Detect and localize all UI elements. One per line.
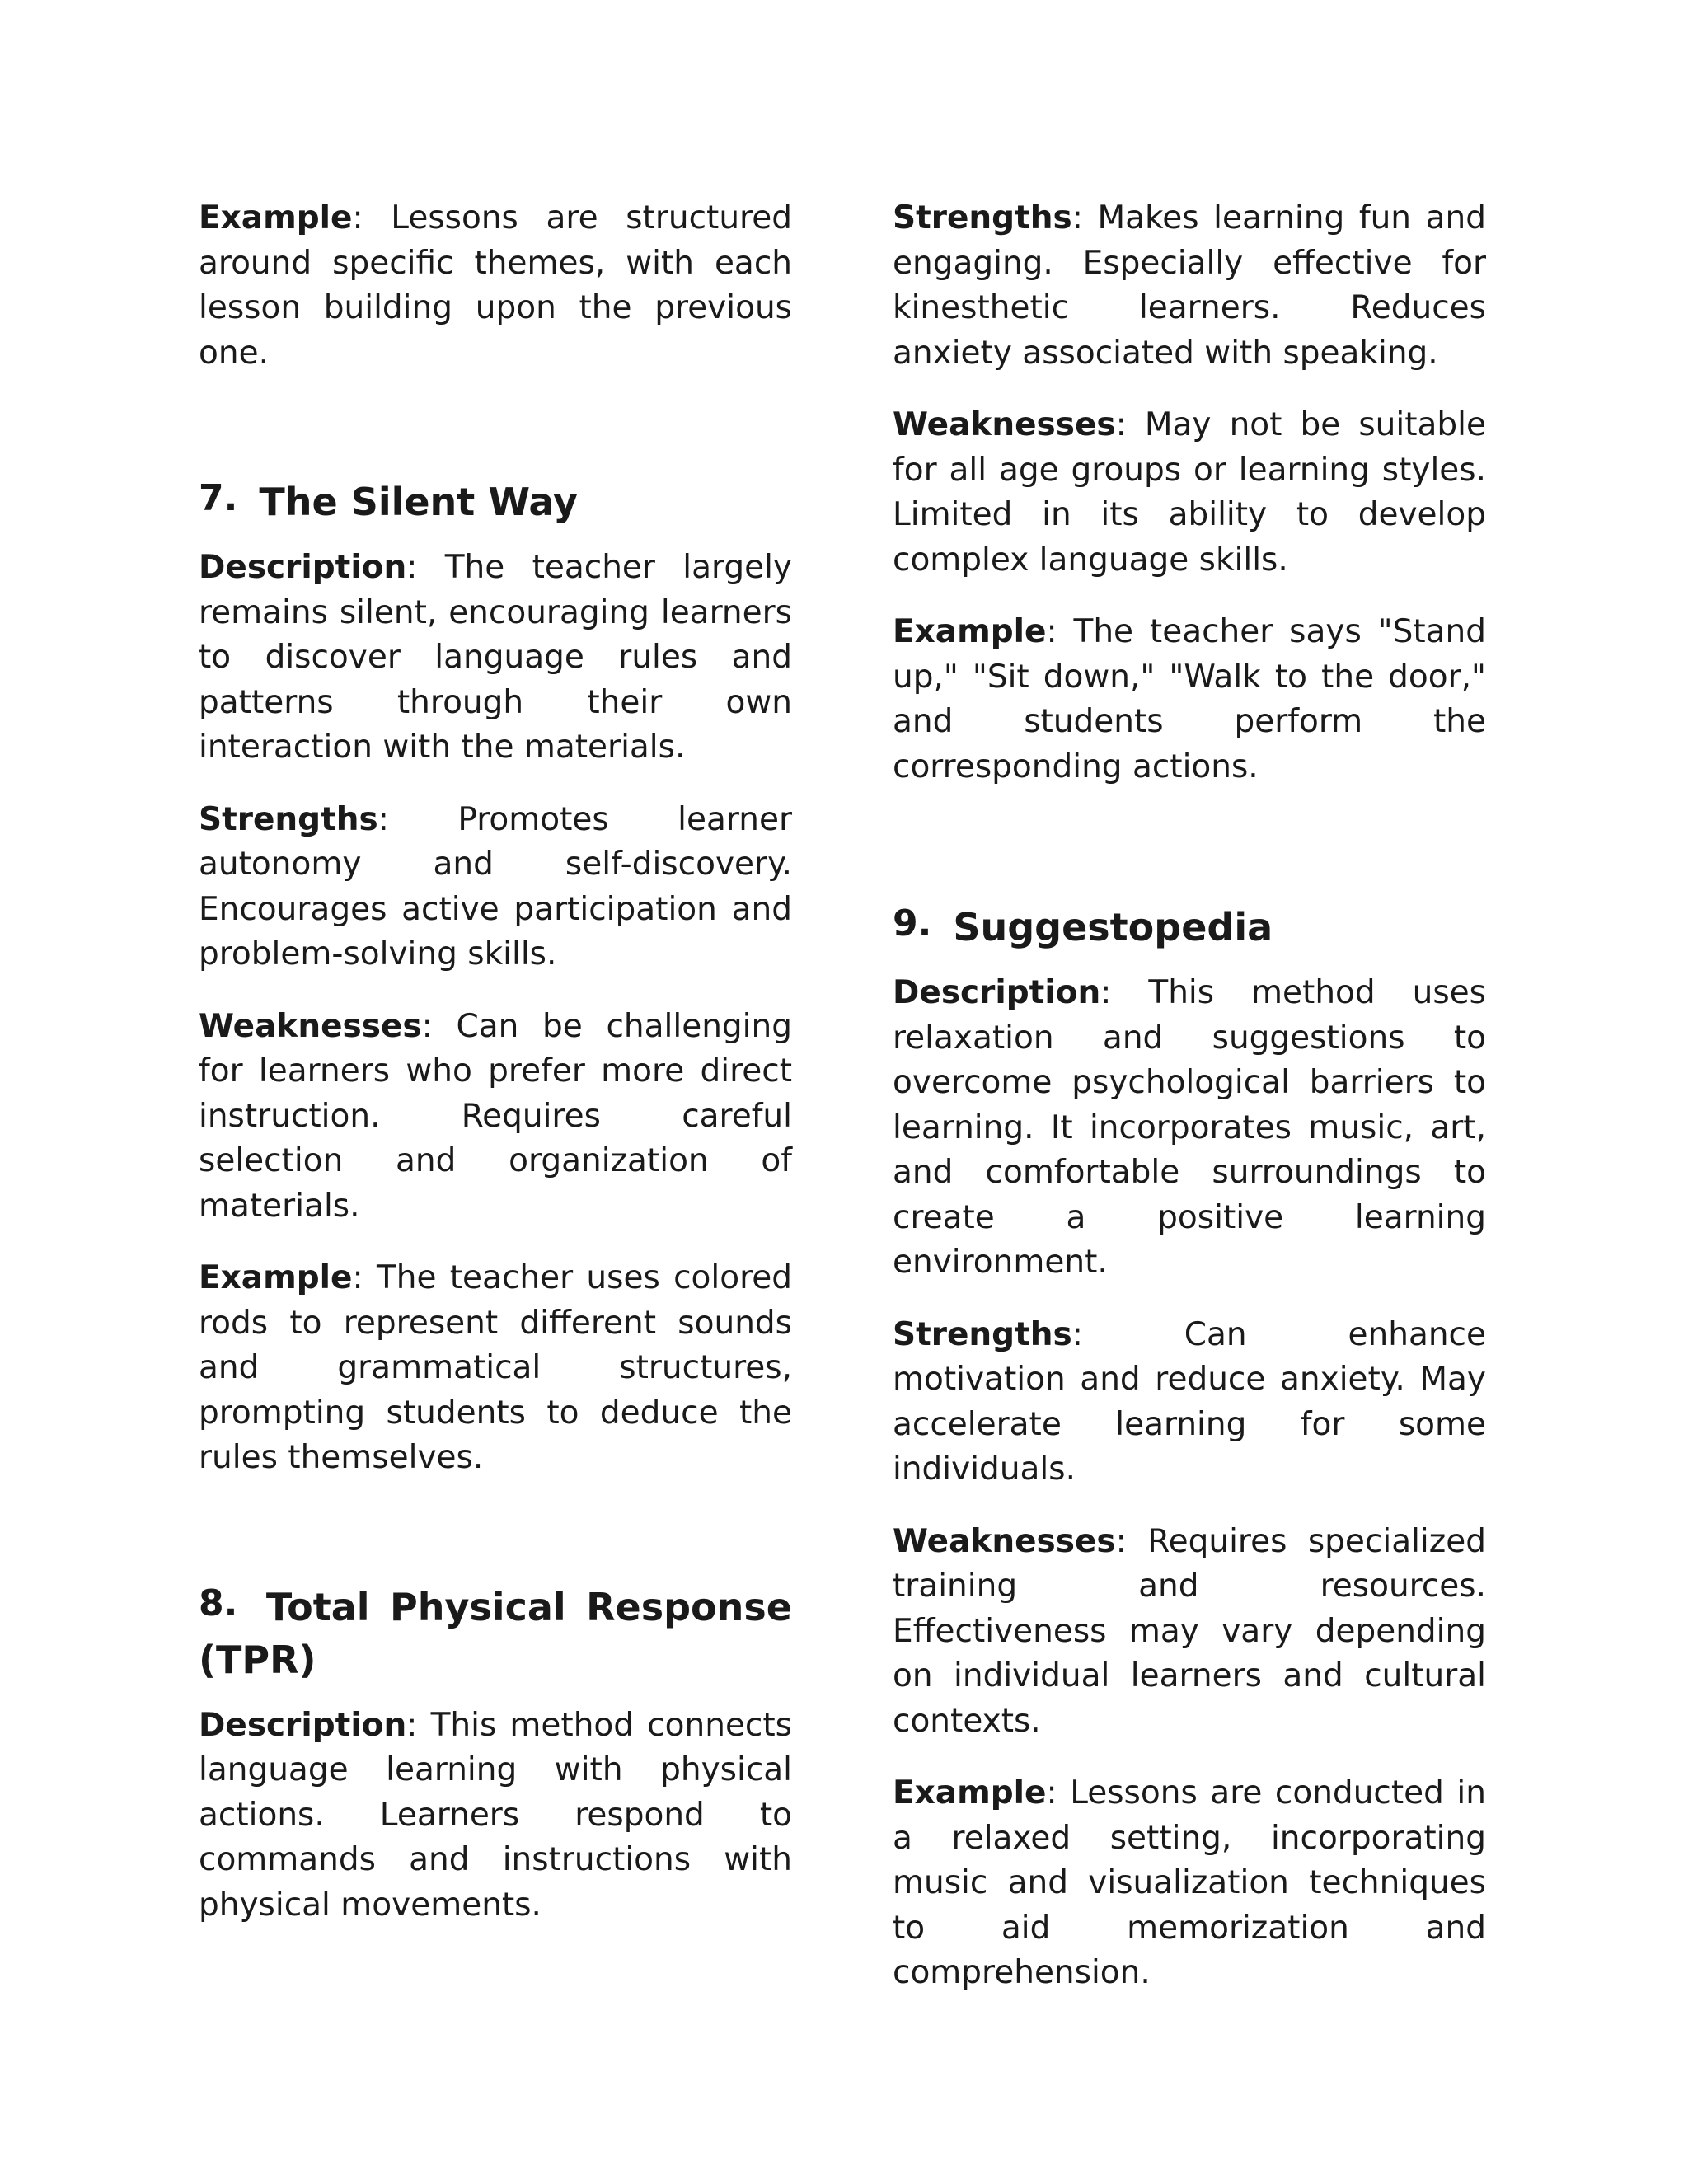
tpr-strengths: Strengths: Makes learning fun and engaging. Especially effective for kinesthetic learners. Reduces anxiety associated with speaking. <box>893 199 1486 372</box>
section-7-number: 7. <box>199 477 238 519</box>
weaknesses-label: Weaknesses <box>893 1522 1116 1560</box>
silent-way-example: Example: The teacher uses colored rods to represent different sounds and grammatical structures, prompting students to deduce the rules themselves. <box>199 1259 792 1476</box>
weaknesses-label: Weaknesses <box>199 1007 422 1045</box>
section-8-title: Total Physical Response (TPR) <box>199 1584 792 1682</box>
suggestopedia-example: Example: Lessons are conducted in a relaxed setting, incorporating music and visualization techniques to aid memorization and comprehension. <box>893 1774 1486 1991</box>
example-text: The teacher says "Stand up," "Sit down," "Walk to the door," and students perform the corresponding actions. <box>893 613 1486 785</box>
weaknesses-text: Requires specialized training and resources. Effectiveness may vary depending on individual learners and cultural contexts. <box>893 1522 1486 1740</box>
description-label: Description <box>893 974 1101 1011</box>
strengths-text: Can enhance motivation and reduce anxiety. May accelerate learning for some individuals. <box>893 1315 1486 1488</box>
tpr-weaknesses: Weaknesses: May not be suitable for all age groups or learning styles. Limited in its ability to develop complex language skills. <box>893 406 1486 579</box>
strengths-label: Strengths <box>199 800 378 838</box>
silent-way-strengths: Strengths: Promotes learner autonomy and self-discovery. Encourages active participation and problem-solving skills. <box>199 800 792 972</box>
suggestopedia-strengths: Strengths: Can enhance motivation and reduce anxiety. May accelerate learning for some individuals. <box>893 1315 1486 1488</box>
description-text: This method connects language learning with physical actions. Learners respond to commands and instructions with physical movements. <box>199 1706 792 1924</box>
description-label: Description <box>199 549 407 586</box>
suggestopedia-weaknesses: Weaknesses: Requires specialized training and resources. Effectiveness may vary depending on individual learners and cultural contexts. <box>893 1522 1486 1740</box>
section-9-heading <box>893 898 1486 954</box>
description-text: This method uses relaxation and suggestions to overcome psychological barriers to learning. It incorporates music, art, and comfortable surroundings to create a positive learning environment. <box>893 974 1486 1281</box>
example-label: Example <box>893 613 1047 650</box>
description-label: Description <box>199 1706 407 1744</box>
left-column <box>199 196 792 1955</box>
strengths-text: Promotes learner autonomy and self-discovery. Encourages active participation and problem-solving skills. <box>199 800 792 972</box>
tpr-description: Description: This method connects language learning with physical actions. Learners respond to commands and instructions with physical movements. <box>199 1706 792 1924</box>
example-label: Example <box>199 1259 353 1296</box>
weaknesses-label: Weaknesses <box>893 406 1116 443</box>
example-label: Example <box>199 199 353 237</box>
weaknesses-text: Can be challenging for learners who prefer more direct instruction. Requires careful selection and organization of materials. <box>199 1007 792 1225</box>
suggestopedia-description: Description: This method uses relaxation and suggestions to overcome psychological barriers to learning. It incorporates music, art, and comfortable surroundings to create a positive learning environment. <box>893 974 1486 1281</box>
strengths-label: Strengths <box>893 199 1072 237</box>
example-label: Example <box>893 1774 1047 1811</box>
section-7-title: The Silent Way <box>259 480 579 524</box>
strengths-text: Makes learning fun and engaging. Especially effective for kinesthetic learners. Reduces anxiety associated with speaking. <box>893 199 1486 372</box>
weaknesses-text: May not be suitable for all age groups or learning styles. Limited in its ability to develop complex language skills. <box>893 406 1486 579</box>
silent-way-weaknesses: Weaknesses: Can be challenging for learners who prefer more direct instruction. Requires careful selection and organization of materials. <box>199 1007 792 1225</box>
description-text: The teacher largely remains silent, encouraging learners to discover language rules and patterns through their own interaction with the materials. <box>199 549 793 766</box>
section-8-heading <box>199 1577 792 1686</box>
example-text: Lessons are structured around specific themes, with each lesson building upon the previous one. <box>199 199 792 372</box>
section-7-heading <box>199 472 792 528</box>
strengths-label: Strengths <box>893 1315 1072 1353</box>
section-9-number: 9. <box>893 902 932 944</box>
section-8-number: 8. <box>199 1582 238 1624</box>
tpr-example: Example: The teacher says "Stand up," "Sit down," "Walk to the door," and students perform the corresponding actions. <box>893 613 1486 785</box>
example-text: Lessons are conducted in a relaxed setting, incorporating music and visualization techniques to aid memorization and comprehension. <box>893 1774 1486 1991</box>
intro-example-paragraph: Example: Lessons are structured around specific themes, with each lesson building upon the previous one. <box>199 199 792 372</box>
silent-way-description: Description: The teacher largely remains silent, encouraging learners to discover language rules and patterns through their own interaction with the materials. <box>199 549 793 766</box>
right-column <box>893 196 1486 2023</box>
section-9-title: Suggestopedia <box>953 905 1273 949</box>
example-text: The teacher uses colored rods to represent different sounds and grammatical structures, prompting students to deduce the rules themselves. <box>199 1259 792 1476</box>
